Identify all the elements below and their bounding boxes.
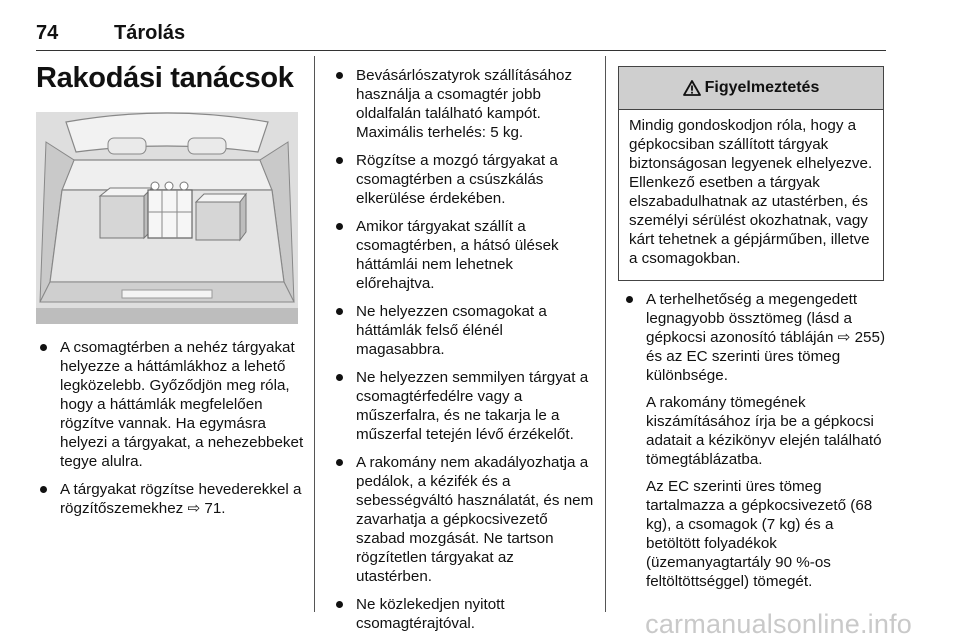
list-item: A tárgyakat rögzítse hevederekkel a rögzítőszemekhez ⇨ 71. bbox=[36, 480, 304, 518]
list-item: Ne közlekedjen nyitott csomagtérajtóval. bbox=[332, 595, 594, 633]
section-title: Rakodási tanácsok bbox=[36, 62, 294, 94]
chapter-title: Tárolás bbox=[114, 22, 186, 44]
paragraph: A rakomány tömegének kiszámításához írja be a gépkocsi adatait a kézikönyv elején található tömegtáblázatba. bbox=[646, 394, 882, 468]
list-item: Rögzítse a mozgó tárgyakat a csomagtérben a csúszkálás elkerülése érdekében. bbox=[332, 151, 594, 208]
list-item: A csomagtérben a nehéz tárgyakat helyezze a háttámlákhoz a lehető legközelebb. Győződjön meg róla, hogy a háttámlák megfelelően rögzítve vannak. Ha egymásra helyezi a tárgyakat, a nehezebbeket tegye alulra. bbox=[36, 338, 304, 471]
list-item: Ne helyezzen semmilyen tárgyat a csomagtérfedélre vagy a műszerfalra, és ne takarja le a műszerfal tetején lévő érzékelőt. bbox=[332, 368, 594, 444]
page-header bbox=[36, 22, 886, 50]
list-item bbox=[622, 290, 886, 591]
list-item-text: A terhelhetőség a megengedett legnagyobb össztömeg (lásd a gépkocsi azonosító tábláján ⇨ 255) és az EC szerinti üres tömeg különbsége. bbox=[646, 291, 886, 384]
column-1 bbox=[36, 338, 304, 527]
warning-body: Mindig gondoskodjon róla, hogy a gépkocsiban szállított tárgyak biztonságosan legyenek elhelyezve. Ellenkező esetben a tárgyak elszabadulhatnak az utastérben, és személyi sérülést okozhatnak, vagy kárt tehetnek a gépjárműben, illetve a csomagokban. bbox=[629, 117, 873, 267]
list-item: Ne helyezzen csomagokat a háttámlák felső élénél magasabbra. bbox=[332, 302, 594, 359]
column-divider-1 bbox=[314, 56, 315, 612]
warning-box bbox=[618, 66, 884, 281]
list-item: Bevásárlószatyrok szállításához használja a csomagtér jobb oldalfalán található kampót. Maximális terhelés: 5 kg. bbox=[332, 66, 594, 142]
warning-triangle-icon bbox=[683, 80, 701, 96]
column-2 bbox=[332, 66, 594, 642]
watermark-text: carmanualsonline.info bbox=[645, 609, 912, 639]
trunk-loading-illustration bbox=[36, 112, 298, 324]
page-number: 74 bbox=[36, 22, 59, 44]
warning-header bbox=[619, 67, 883, 110]
list-item: A rakomány nem akadályozhatja a pedálok, a kézifék és a sebességváltó használatát, és nem zavarhatja a gépkocsivezető szabad mozgását. Ne tartson rögzítetlen tárgyakat az utastérben. bbox=[332, 453, 594, 586]
paragraph: Az EC szerinti üres tömeg tartalmazza a gépkocsivezető (68 kg), a csomagok (7 kg) és a betöltött folyadékok (üzemanyagtartály 90 %-os feltöltöttséggel) tömegét. bbox=[646, 478, 873, 590]
column-divider-2 bbox=[605, 56, 606, 612]
column-3 bbox=[622, 290, 886, 600]
warning-title: Figyelmeztetés bbox=[704, 79, 820, 96]
header-divider bbox=[36, 50, 886, 51]
list-item: Amikor tárgyakat szállít a csomagtérben, a hátsó ülések háttámlái nem lehetnek előrehajtva. bbox=[332, 217, 594, 293]
